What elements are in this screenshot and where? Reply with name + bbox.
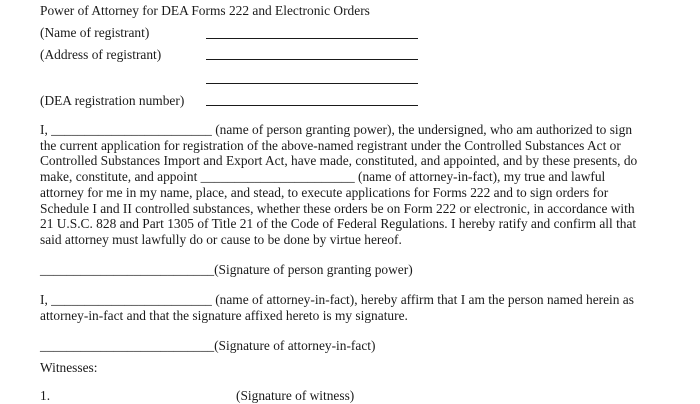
grant-line-4 xyxy=(40,169,660,185)
grant-line-3: Controlled Substances Import and Export Act, have made, constituted, and appointed, and by these presents, do xyxy=(40,153,638,169)
witness-1-signature-label: (Signature of witness) xyxy=(236,388,355,403)
affirm-line-2: attorney-in-fact and that the signature affixed hereto is my signature. xyxy=(40,307,408,323)
grantor-name-blank[interactable]: ________________________ xyxy=(51,122,212,137)
grantor-signature xyxy=(40,262,413,278)
grant-line-4-prefix: make, constitute, and appoint xyxy=(40,169,201,185)
affirmation-paragraph xyxy=(40,292,660,323)
grant-line-4-text: (name of attorney-in-fact), my true and lawful xyxy=(354,169,606,185)
grant-line-5: attorney for me in my name, place, and stead, to execute applications for Forms 222 and to sign orders for xyxy=(40,184,609,200)
dea-registration-number-label: (DEA registration number) xyxy=(40,93,185,108)
grant-line-1-text: (name of person granting power), the undersigned, who am authorized to sign xyxy=(211,122,633,137)
grant-line-1 xyxy=(40,122,660,138)
address-of-registrant-line-2[interactable] xyxy=(206,83,418,84)
attorney-signature xyxy=(40,338,375,354)
affirm-line-1 xyxy=(40,292,660,308)
grant-paragraph xyxy=(40,122,660,248)
witnesses-label: Witnesses: xyxy=(40,360,98,375)
name-of-registrant-label: (Name of registrant) xyxy=(40,25,150,40)
grantor-signature-blank[interactable]: __________________________ xyxy=(40,262,215,277)
attorney-signature-label: (Signature of attorney-in-fact) xyxy=(214,338,376,353)
grant-line-8: said attorney must lawfully do or cause to be done by virtue hereof. xyxy=(40,231,402,247)
affirm-line-1-text: (name of attorney-in-fact), hereby affirm that I am the person named herein as xyxy=(211,292,634,307)
grant-prefix: I, xyxy=(40,122,52,137)
document-title: Power of Attorney for DEA Forms 222 and Electronic Orders xyxy=(40,3,370,18)
grant-line-7: 21 U.S.C. 828 and Part 1305 of Title 21 of the Code of Federal Regulations. I hereby ratify and confirm all that xyxy=(40,216,637,232)
name-of-registrant-line[interactable] xyxy=(206,38,418,39)
attorney-name-blank[interactable]: _______________________ xyxy=(200,169,355,185)
witness-1-number: 1. xyxy=(40,388,51,403)
attorney-affirm-name-blank[interactable]: ________________________ xyxy=(51,292,212,307)
grantor-signature-label: (Signature of person granting power) xyxy=(214,262,413,277)
grant-line-6: Schedule I and II controlled substances, whether these orders be on Form 222 or electronic, in accordance with xyxy=(40,200,635,216)
dea-registration-number-line[interactable] xyxy=(206,105,418,106)
address-of-registrant-line[interactable] xyxy=(206,59,418,60)
grant-line-2: the current application for registration of the above-named registrant under the Controlled Substances Act or xyxy=(40,137,621,153)
attorney-signature-blank[interactable]: __________________________ xyxy=(40,338,215,353)
affirm-prefix: I, xyxy=(40,292,52,307)
address-of-registrant-label: (Address of registrant) xyxy=(40,47,162,62)
